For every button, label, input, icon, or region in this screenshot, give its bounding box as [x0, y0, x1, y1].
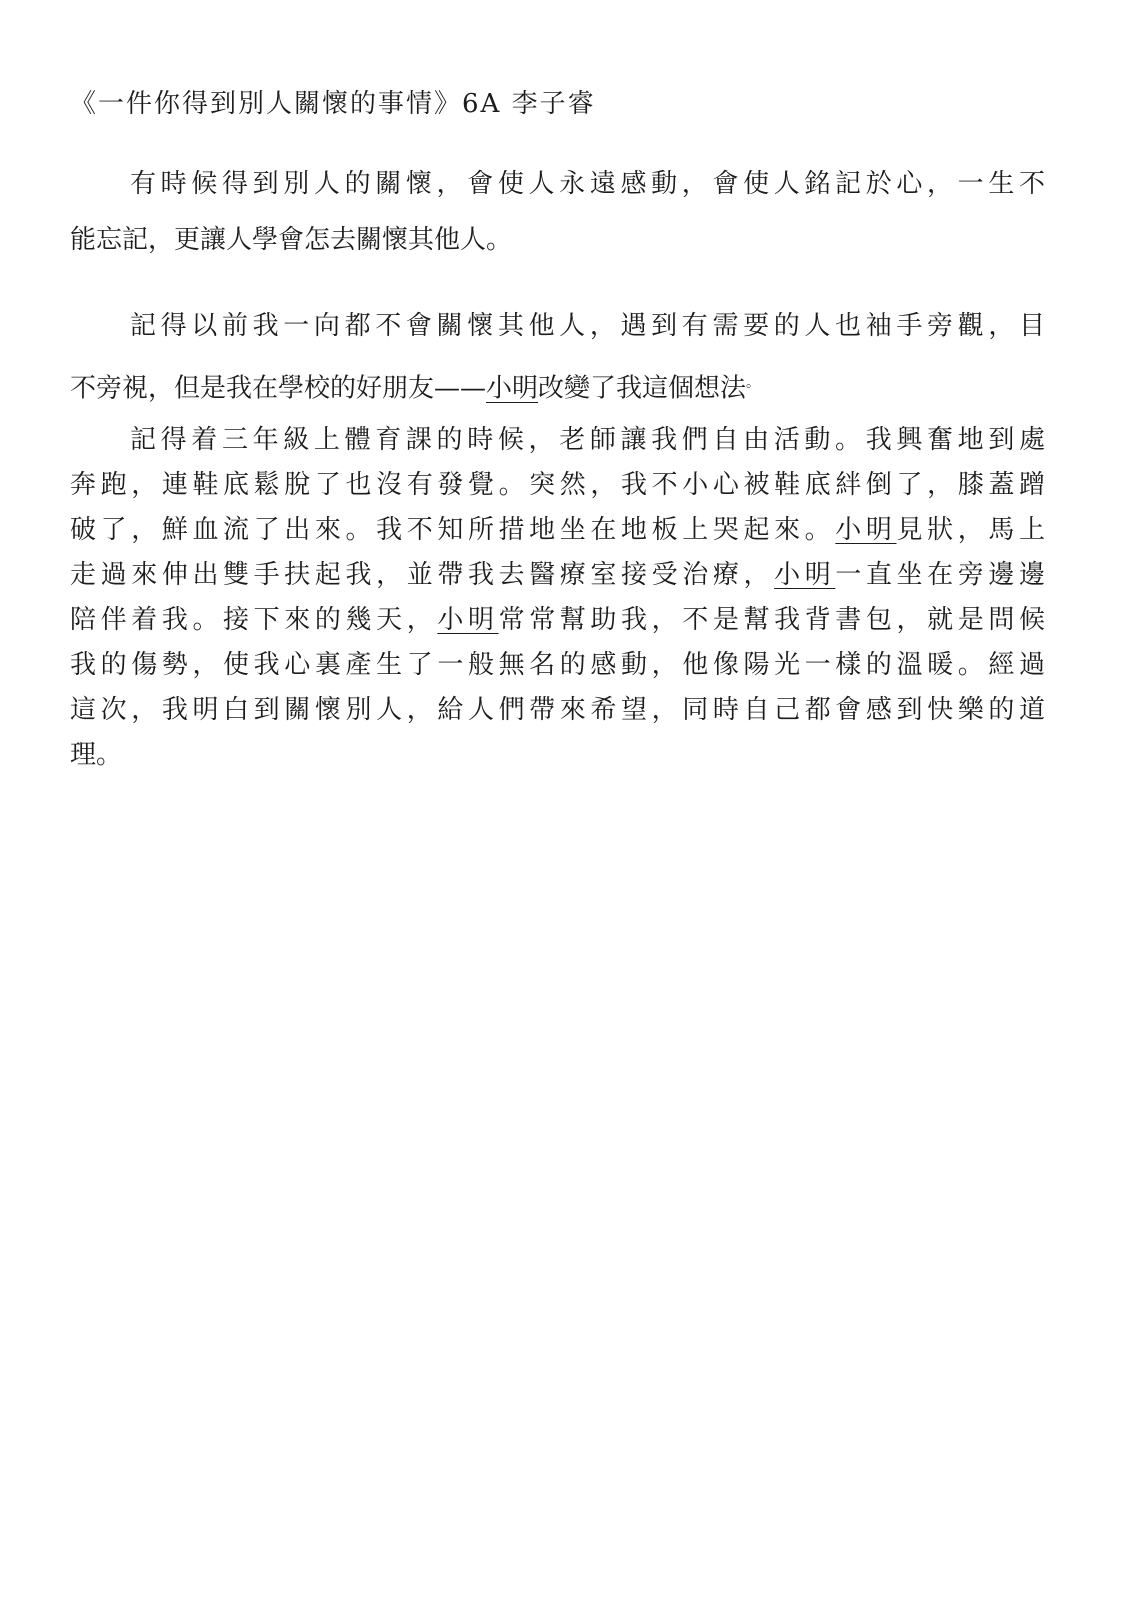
text-segment: 見狀，馬上 [896, 515, 1045, 545]
paragraph-3-line-1: 記得着三年級上體育課的時候，老師讓我們自由活動。我興奮地到處 [130, 425, 1045, 455]
paragraph-1-line-1: 有時候得到別人的關懷，會使人永遠感動，會使人銘記於心，一生不 [130, 169, 1045, 199]
underlined-name: 小明 [437, 605, 499, 635]
text-segment: 破了，鮮血流了出來。我不知所措地坐在地板上哭起來。 [70, 515, 836, 545]
paragraph-1-line-2: 能忘記，更讓人學會怎去關懷其他人。 [70, 225, 513, 255]
text-segment: 走過來伸出雙手扶起我，並帶我去醫療室接受治療， [70, 560, 775, 590]
paragraph-3-line-8: 理。 [70, 740, 123, 770]
period-mark: 。 [746, 375, 761, 391]
paragraph-3-line-2: 奔跑，連鞋底鬆脫了也沒有發覺。突然，我不小心被鞋底絆倒了，膝蓋蹭 [70, 470, 1045, 500]
paragraph-3-line-6: 我的傷勢，使我心裏產生了一般無名的感動，他像陽光一樣的溫暖。經過 [70, 650, 1045, 680]
underlined-name: 小明 [774, 560, 836, 590]
essay-title: 《一件你得到別人關懷的事情》6A 李子睿 [70, 89, 596, 119]
paragraph-2-line-1: 記得以前我一向都不會關懷其他人，遇到有需要的人也袖手旁觀，目 [130, 311, 1045, 341]
text-segment: 改變了我這個想法 [538, 373, 747, 404]
paragraph-3-line-7: 這次，我明白到關懷別人，給人們帶來希望，同時自己都會感到快樂的道 [70, 695, 1045, 725]
underlined-name: 小明 [486, 373, 539, 404]
paragraph-3-line-5 [70, 600, 1045, 640]
paragraph-3-line-4 [70, 555, 1045, 595]
text-segment: 常常幫助我，不是幫我背書包，就是問候 [498, 605, 1045, 635]
paragraph-3-line-3 [70, 510, 1045, 550]
underlined-name: 小明 [835, 515, 897, 545]
paragraph-2-line-2 [70, 363, 1045, 403]
text-segment: 陪伴着我。接下來的幾天， [70, 605, 438, 635]
text-segment: 不旁視，但是我在學校的好朋友—— [70, 373, 487, 404]
text-segment: 一直坐在旁邊邊 [835, 560, 1045, 590]
